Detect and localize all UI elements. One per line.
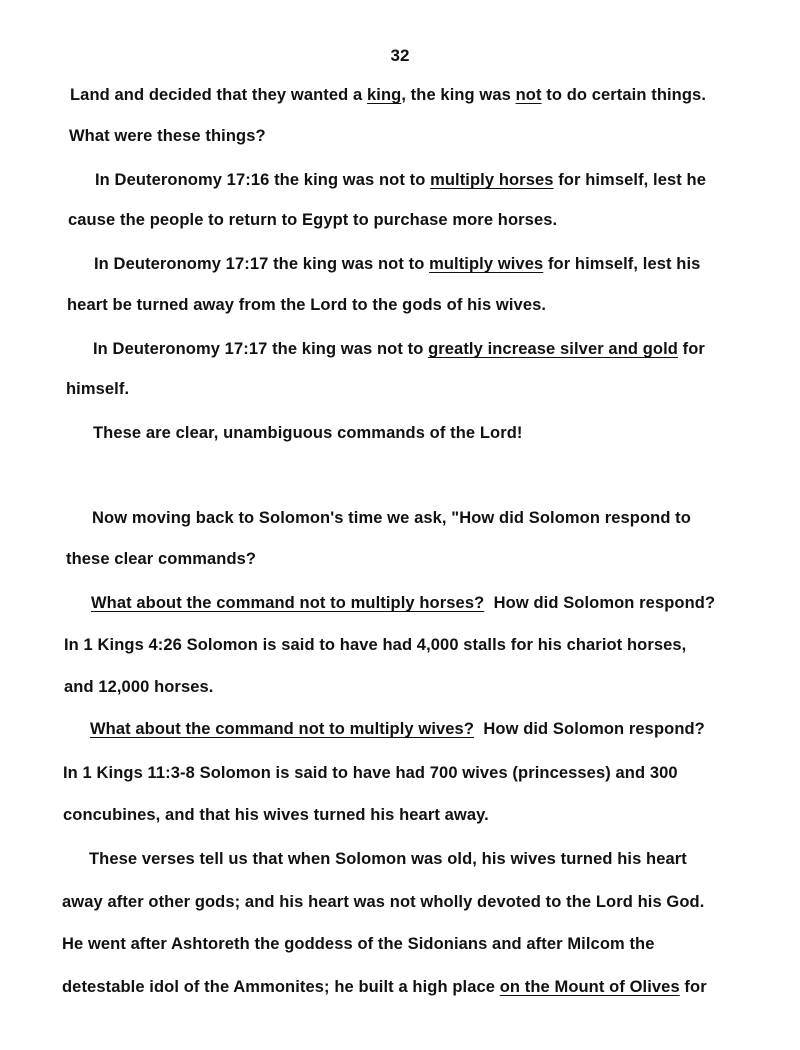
- underlined-text: king: [366, 86, 402, 104]
- underlined-text: multiply horses: [430, 171, 554, 189]
- text-line: [89, 850, 687, 869]
- text-line: [91, 594, 715, 613]
- text-line: [63, 806, 489, 825]
- underlined-text: What about the command not to multiply horses?: [91, 594, 485, 612]
- underlined-text: What about the command not to multiply wives?: [90, 720, 475, 738]
- text-run: for: [677, 340, 705, 358]
- underlined-text: not: [515, 86, 542, 104]
- text-run: He went after Ashtoreth the goddess of the Sidonians and after Milcom the: [62, 935, 655, 953]
- text-line: [66, 380, 129, 399]
- text-run: What were these things?: [69, 127, 266, 145]
- text-run: How did Solomon respond?: [484, 594, 716, 612]
- text-run: himself.: [66, 380, 130, 398]
- text-line: [64, 678, 213, 697]
- text-run: for himself, lest his: [543, 255, 701, 273]
- text-run: to do certain things.: [541, 86, 706, 104]
- text-line: [92, 509, 691, 528]
- text-line: [62, 893, 704, 912]
- text-run: Now moving back to Solomon's time we ask, "How did Solomon respond to: [92, 509, 691, 527]
- text-run: for himself, lest he: [553, 171, 707, 189]
- text-line: [62, 935, 655, 954]
- text-run: In Deuteronomy 17:16 the king was not to: [95, 171, 431, 189]
- text-run: these clear commands?: [66, 550, 257, 568]
- text-line: [68, 211, 557, 230]
- text-run: detestable idol of the Ammonites; he built a high place: [62, 978, 500, 996]
- text-run: In Deuteronomy 17:17 the king was not to: [94, 255, 430, 273]
- text-line: [69, 127, 266, 146]
- underlined-text: greatly increase silver and gold: [428, 340, 678, 358]
- underlined-text: on the Mount of Olives: [499, 978, 680, 996]
- text-run: How did Solomon respond?: [474, 720, 705, 738]
- text-run: These verses tell us that when Solomon was old, his wives turned his heart: [89, 850, 687, 868]
- text-run: cause the people to return to Egypt to purchase more horses.: [68, 211, 558, 229]
- text-line: [64, 636, 686, 655]
- page-number: 32: [390, 46, 410, 65]
- text-line: [90, 720, 705, 739]
- text-run: , the king was: [401, 86, 516, 104]
- text-line: [67, 296, 546, 315]
- text-run: In 1 Kings 4:26 Solomon is said to have had 4,000 stalls for his chariot horses,: [64, 636, 687, 654]
- text-run: Land and decided that they wanted a: [70, 86, 367, 104]
- underlined-text: multiply wives: [429, 255, 544, 273]
- text-run: heart be turned away from the Lord to the gods of his wives.: [67, 296, 547, 314]
- text-run: away after other gods; and his heart was not wholly devoted to the Lord his God.: [62, 893, 705, 911]
- text-line: [62, 978, 707, 997]
- text-line: [95, 171, 706, 190]
- text-run: In Deuteronomy 17:17 the king was not to: [93, 340, 429, 358]
- text-line: [70, 86, 706, 105]
- text-line: [93, 340, 705, 359]
- text-line: [94, 255, 700, 274]
- text-line: [63, 764, 678, 783]
- text-run: for: [679, 978, 707, 996]
- text-run: concubines, and that his wives turned his heart away.: [63, 806, 489, 824]
- text-run: In 1 Kings 11:3-8 Solomon is said to have had 700 wives (princesses) and 300: [63, 764, 678, 782]
- text-line: [66, 550, 256, 569]
- text-line: [93, 424, 523, 443]
- text-run: and 12,000 horses.: [64, 678, 214, 696]
- text-run: These are clear, unambiguous commands of the Lord!: [93, 424, 523, 442]
